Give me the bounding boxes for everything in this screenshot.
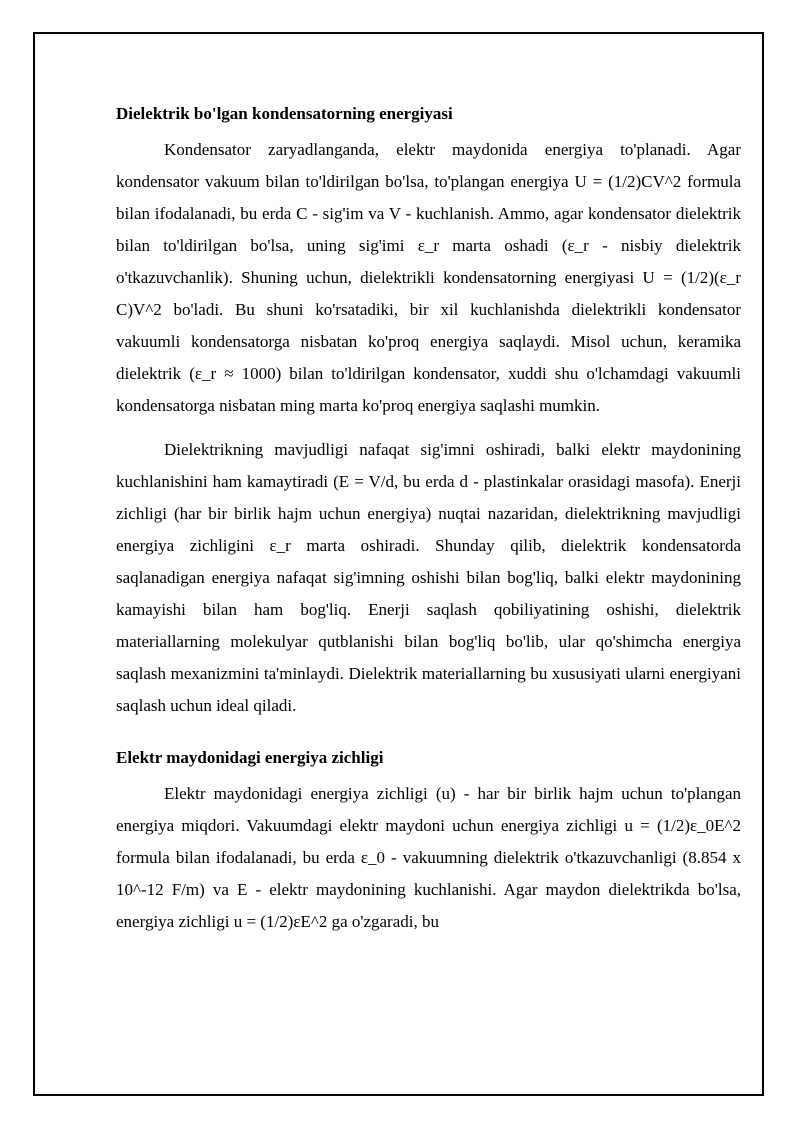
section-heading-dielectric-capacitor-energy: Dielektrik bo'lgan kondensatorning energiyasi bbox=[116, 104, 453, 123]
paragraph-energy-density: Elektr maydonidagi energiya zichligi (u) - har bir birlik hajm uchun to'plangan energiya miqdori. Vakuumdagi elektr maydoni uchun energiya zichligi u = (1/2)ε_0E^2 formula bilan ifodalanadi, bu erda ε_0 - vakuumning dielektrik o'tkazuvchanligi (8.854 x 10^-12 F/m) va E - elektr maydonining kuchlanishi. Agar maydon dielektrikda bo'lsa, energiya zichligi u = (1/2)εE^2 ga o'zgaradi, bu bbox=[116, 784, 741, 931]
document-body bbox=[116, 98, 741, 938]
section-heading-energy-density: Elektr maydonidagi energiya zichligi bbox=[116, 748, 384, 767]
paragraph-capacitor-energy: Kondensator zaryadlanganda, elektr maydonida energiya to'planadi. Agar kondensator vakuum bilan to'ldirilgan bo'lsa, to'plangan energiya U = (1/2)CV^2 formula bilan ifodalanadi, bu erda C - sig'im va V - kuchlanish. Ammo, agar kondensator dielektrik bilan to'ldirilgan bo'lsa, uning sig'imi ε_r marta oshadi (ε_r - nisbiy dielektrik o'tkazuvchanlik). Shuning uchun, dielektrikli kondensatorning energiyasi U = (1/2)(ε_r C)V^2 bo'ladi. Bu shuni ko'rsatadiki, bir xil kuchlanishda dielektrikli kondensator vakuumli kondensatorga nisbatan ko'proq energiya saqlaydi. Misol uchun, keramika dielektrik (ε_r ≈ 1000) bilan to'ldirilgan kondensator, xuddi shu o'lchamdagi vakuumli kondensatorga nisbatan ming marta ko'proq energiya saqlashi mumkin. bbox=[116, 140, 741, 415]
paragraph-dielectric-effect: Dielektrikning mavjudligi nafaqat sig'imni oshiradi, balki elektr maydonining kuchlanishini ham kamaytiradi (E = V/d, bu erda d - plastinkalar orasidagi masofa). Enerji zichligi (har bir birlik hajm uchun energiya) nuqtai nazaridan, dielektrikning mavjudligi energiya zichligini ε_r marta oshiradi. Shunday qilib, dielektrik kondensatorda saqlanadigan energiya nafaqat sig'imning oshishi bilan bog'liq, balki elektr maydonining kamayishi bilan ham bog'liq. Enerji saqlash qobiliyatining oshishi, dielektrik materiallarning molekulyar qutblanishi bilan bog'liq bo'lib, ular qo'shimcha energiya saqlash mexanizmini ta'minlaydi. Dielektrik materiallarning bu xususiyati ularni energiyani saqlash uchun ideal qiladi. bbox=[116, 440, 741, 715]
